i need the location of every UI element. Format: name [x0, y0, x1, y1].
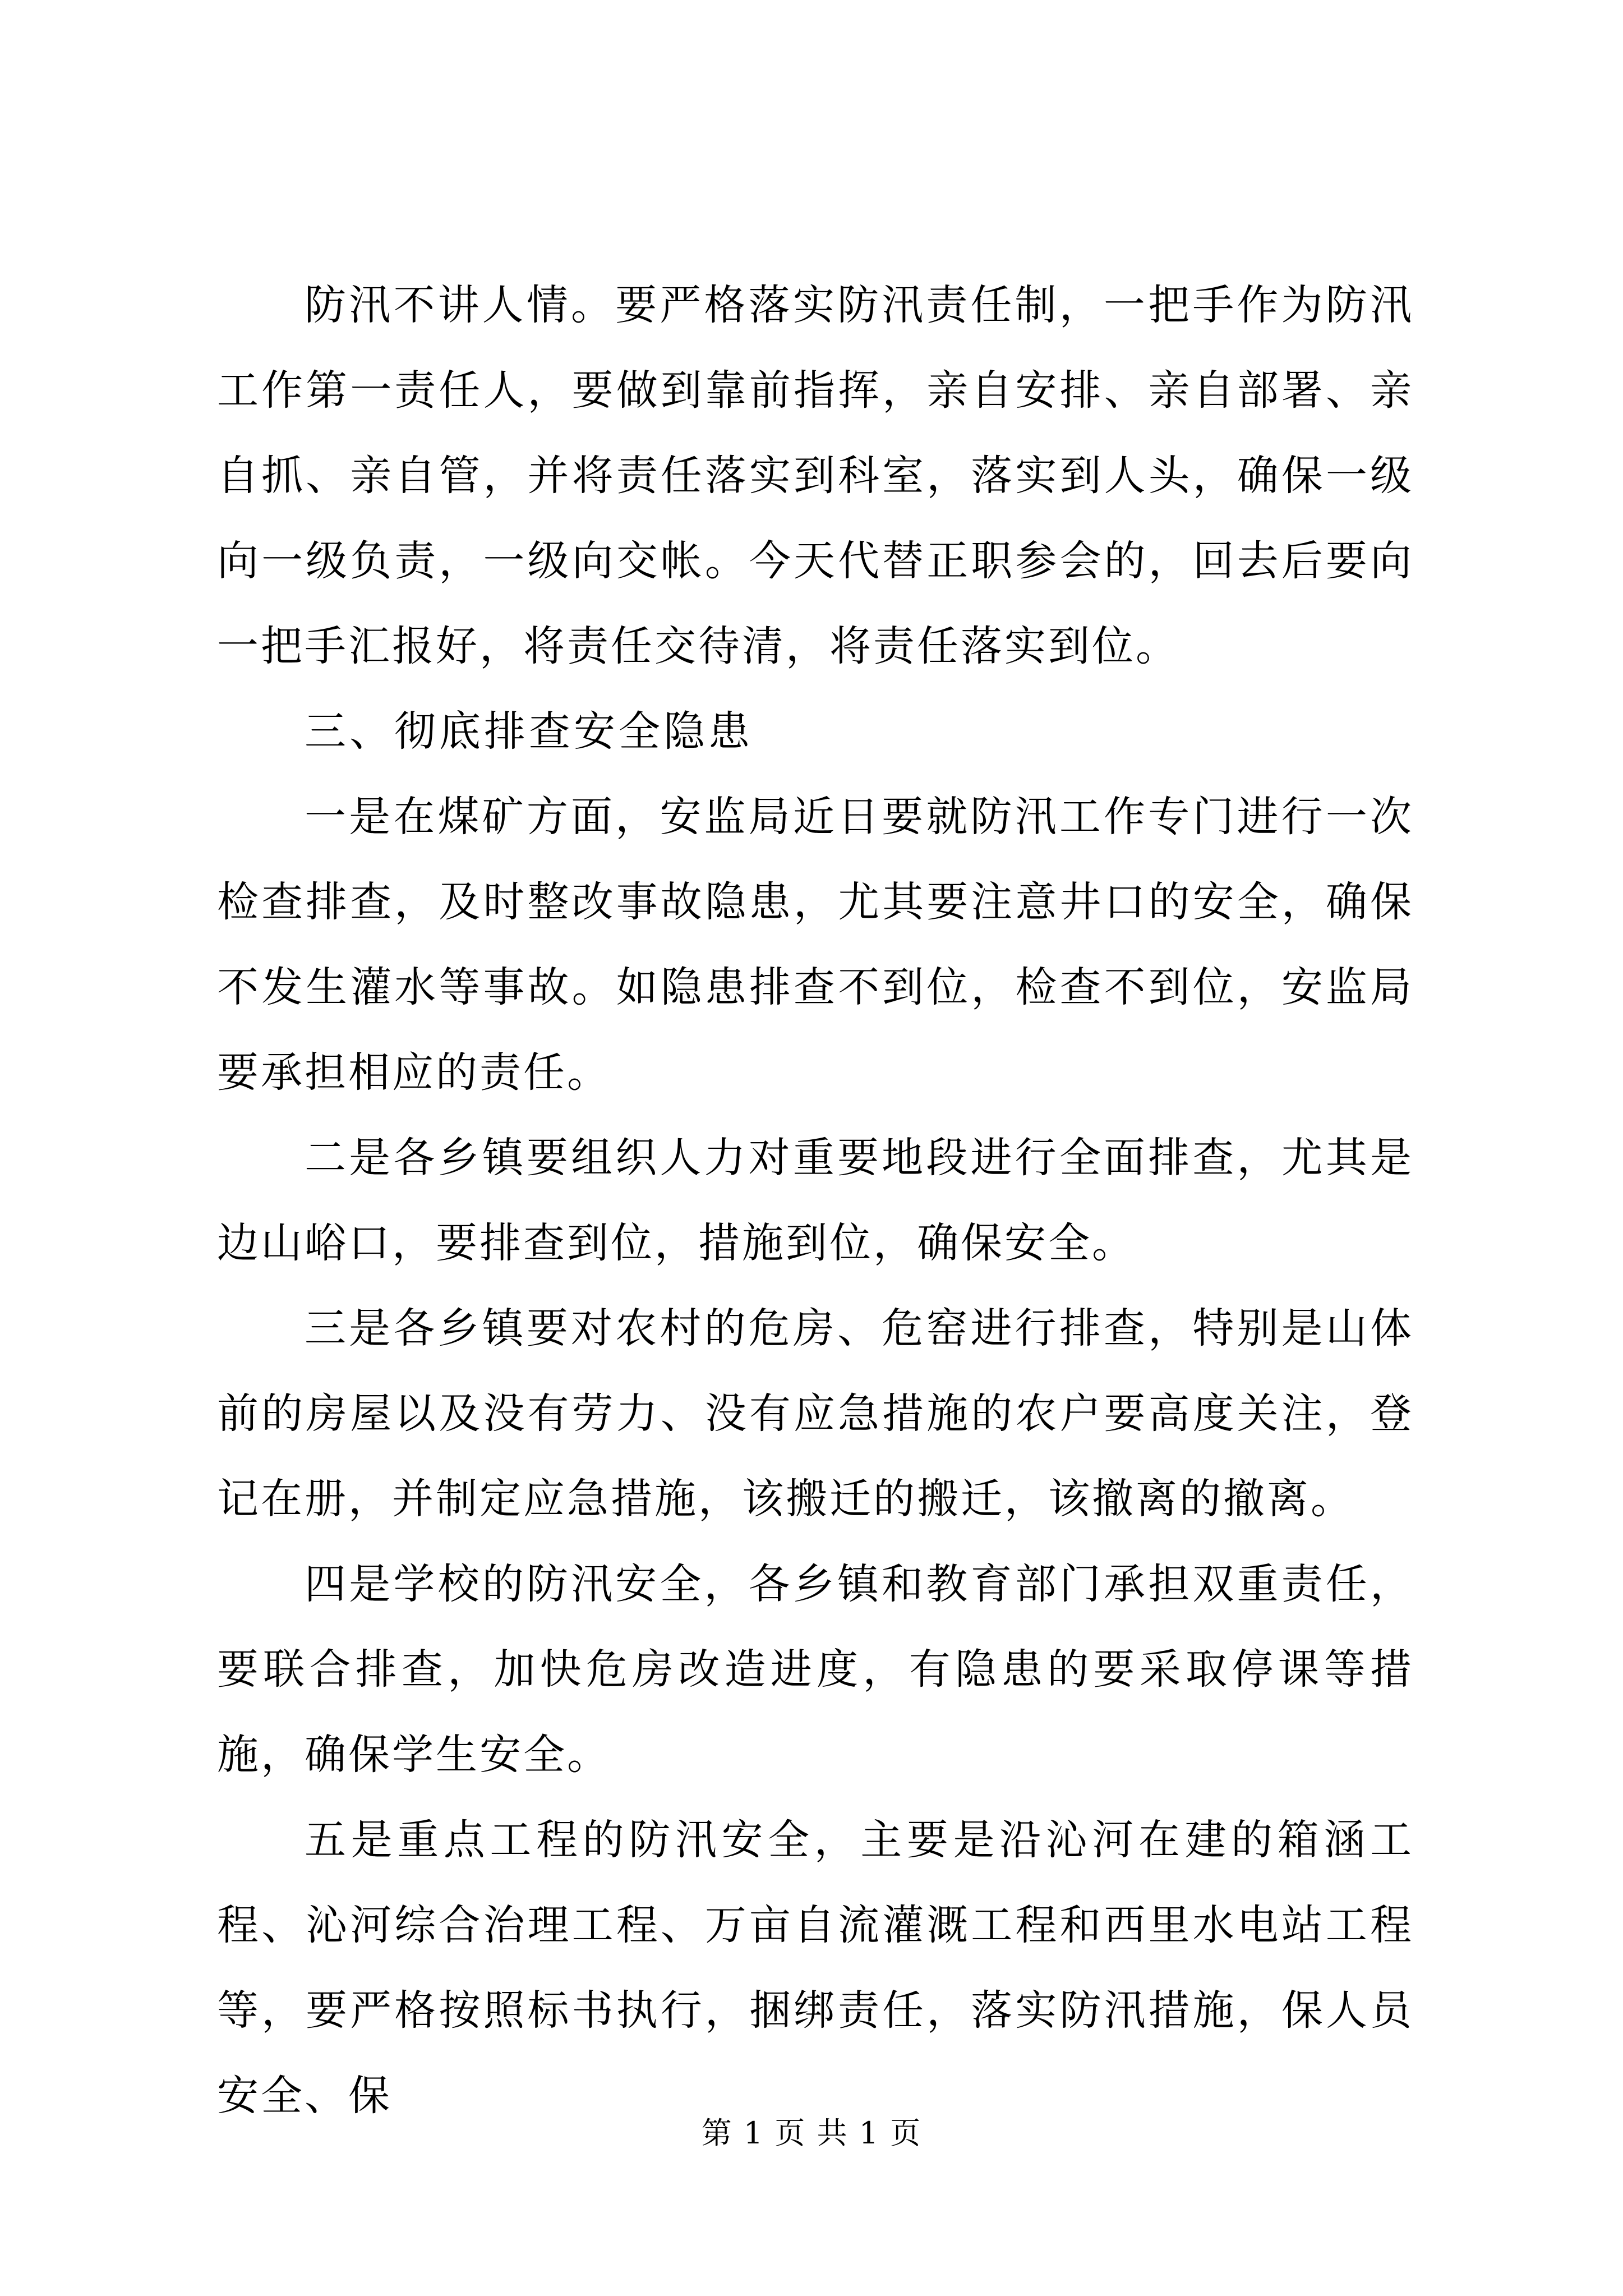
paragraph-key-sections: 二是各乡镇要组织人力对重要地段进行全面排查，尤其是边山峪口，要排查到位，措施到位，确保安全。: [217, 1134, 1414, 1267]
section-heading-hazard-inspection: 三、彻底排查安全隐患: [305, 707, 753, 756]
paragraph-dangerous-houses: 三是各乡镇要对农村的危房、危窑进行排查，特别是山体前的房屋以及没有劳力、没有应急措施的农户要高度关注，登记在册，并制定应急措施，该搬迁的搬迁，该撤离的撤离。: [217, 1304, 1414, 1523]
paragraph-coal-mines: 一是在煤矿方面，安监局近日要就防汛工作专门进行一次检查排查，及时整改事故隐患，尤其要注意井口的安全，确保不发生灌水等事故。如隐患排查不到位，检查不到位，安监局要承担相应的责任。: [217, 793, 1414, 1097]
paragraph-school-safety: 四是学校的防汛安全，各乡镇和教育部门承担双重责任，要联合排查，加快危房改造进度，有隐患的要采取停课等措施，确保学生安全。: [217, 1560, 1414, 1779]
document-body: [217, 263, 1414, 2138]
paragraph-key-projects: 五是重点工程的防汛安全，主要是沿沁河在建的箱涵工程、沁河综合治理工程、万亩自流灌溉工程和西里水电站工程等，要严格按照标书执行，捆绑责任，落实防汛措施，保人员安全、保: [217, 1816, 1414, 2120]
paragraph-responsibility: 防汛不讲人情。要严格落实防汛责任制，一把手作为防汛工作第一责任人，要做到靠前指挥，亲自安排、亲自部署、亲自抓、亲自管，并将责任落实到科室，落实到人头，确保一级向一级负责，一级向交帐。今天代替正职参会的，回去后要向一把手汇报好，将责任交待清，将责任落实到位。: [217, 281, 1414, 670]
page-number-footer: 第 1 页 共 1 页: [701, 2115, 922, 2151]
